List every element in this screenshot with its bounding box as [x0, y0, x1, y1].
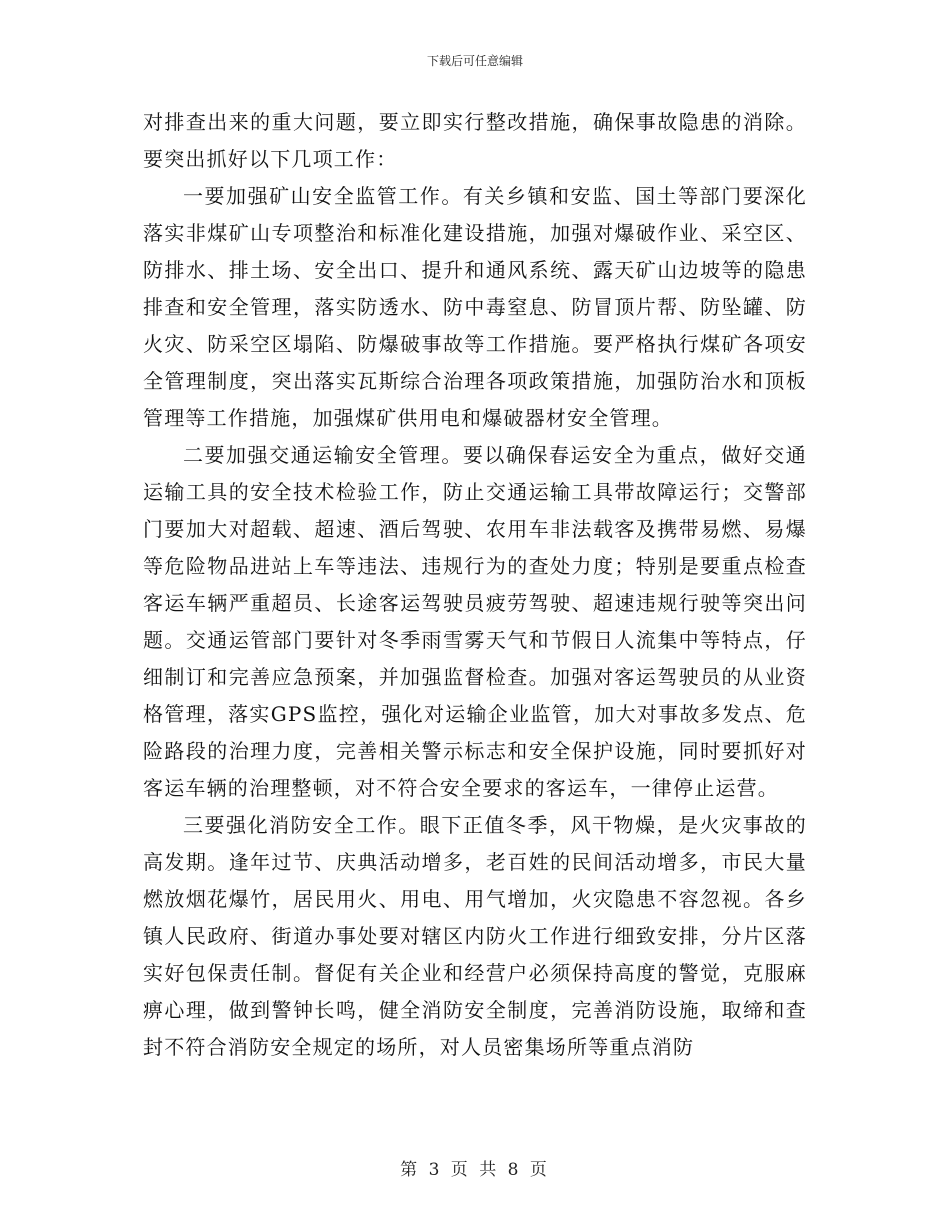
document-body [143, 104, 807, 1066]
page-header-note: 下载后可任意编辑 [426, 54, 523, 68]
paragraph-fire-safety: 三要强化消防安全工作。眼下正值冬季，风干物燥，是火灾事故的高发期。逢年过节、庆典活动增多，老百姓的民间活动增多，市民大量燃放烟花爆竹，居民用火、用电、用气增加，火灾隐患不容忽视。各乡镇人民政府、街道办事处要对辖区内防火工作进行细致安排，分片区落实好包保责任制。督促有关企业和经营户必须保持高度的警觉，克服麻痹心理，做到警钟长鸣，健全消防安全制度，完善消防设施，取缔和查封不符合消防安全规定的场所，对人员密集场所等重点消防 [143, 813, 807, 1059]
paragraph-mine-safety: 一要加强矿山安全监管工作。有关乡镇和安监、国土等部门要深化落实非煤矿山专项整治和标准化建设措施，加强对爆破作业、采空区、防排水、排土场、安全出口、提升和通风系统、露天矿山边坡等的隐患排查和安全管理，落实防透水、防中毒窒息、防冒顶片帮、防坠罐、防火灾、防采空区塌陷、防爆破事故等工作措施。要严格执行煤矿各项安全管理制度，突出落实瓦斯综合治理各项政策措施，加强防治水和顶板管理等工作措施，加强煤矿供用电和爆破器材安全管理。 [143, 184, 807, 430]
page-number-footer: 第 3 页 共 8 页 [400, 1160, 550, 1180]
paragraph-traffic-safety: 二要加强交通运输安全管理。要以确保春运安全为重点，做好交通运输工具的安全技术检验工作，防止交通运输工具带故障运行；交警部门要加大对超载、超速、酒后驾驶、农用车非法载客及携带易燃、易爆等危险物品进站上车等违法、违规行为的查处力度；特别是要重点检查客运车辆严重超员、长途客运驾驶员疲劳驾驶、超速违规行驶等突出问题。交通运管部门要针对冬季雨雪雾天气和节假日人流集中等特点，仔细制订和完善应急预案，并加强监督检查。加强对客运驾驶员的从业资格管理，落实GPS监控，强化对运输企业监管，加大对事故多发点、危险路段的治理力度，完善相关警示标志和安全保护设施，同时要抓好对客运车辆的治理整顿，对不符合安全要求的客运车，一律停止运营。 [143, 443, 807, 800]
paragraph-continuation: 对排查出来的重大问题，要立即实行整改措施，确保事故隐患的消除。要突出抓好以下几项工作： [143, 110, 807, 171]
